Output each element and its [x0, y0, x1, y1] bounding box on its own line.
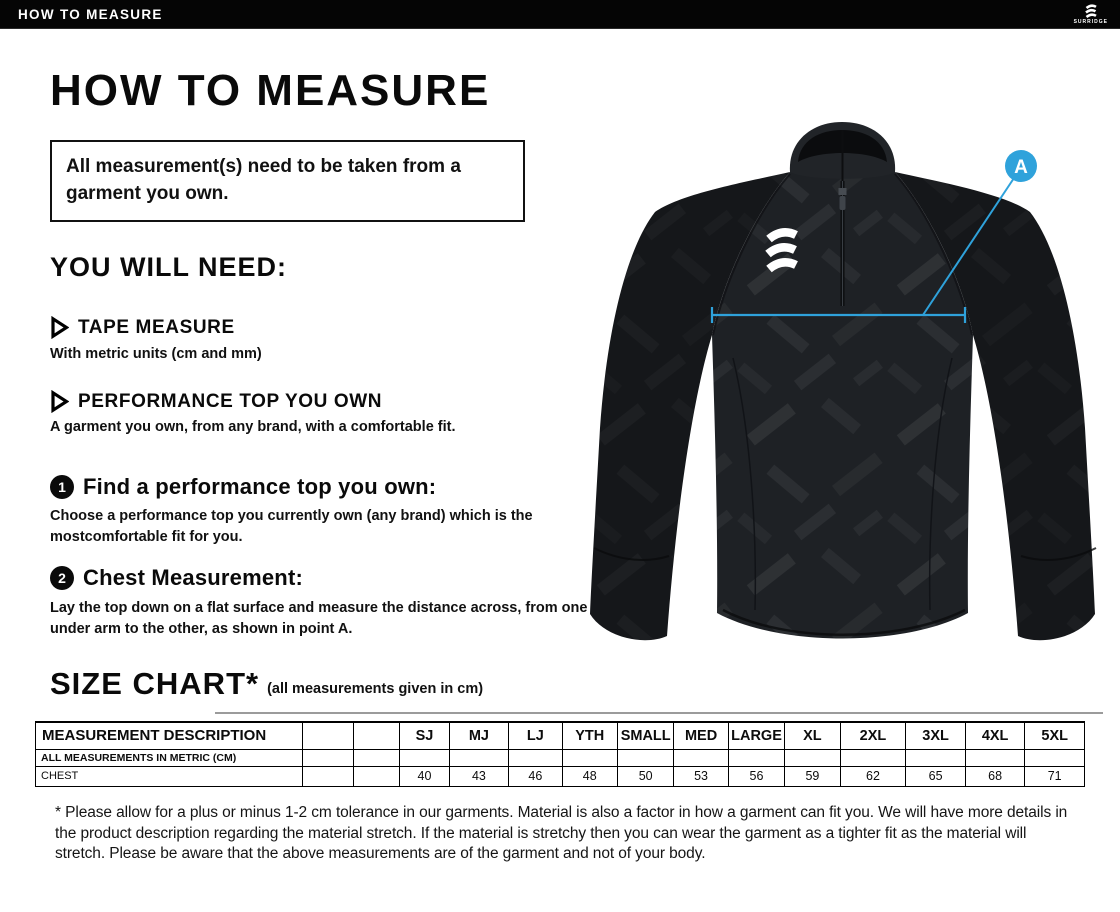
- notice-box: All measurement(s) need to be taken from a garment you own.: [50, 140, 525, 222]
- play-triangle-icon: [50, 316, 69, 339]
- size-value: 46: [509, 766, 562, 786]
- size-value: 50: [617, 766, 673, 786]
- empty-cell: [617, 749, 673, 766]
- need-item-title: PERFORMANCE TOP YOU OWN: [78, 390, 383, 412]
- column-header: SMALL: [617, 722, 673, 749]
- size-chart-subheading: (all measurements given in cm): [267, 681, 484, 697]
- size-value: 48: [562, 766, 617, 786]
- need-item-title: TAPE MEASURE: [78, 316, 235, 338]
- empty-cell: [509, 749, 562, 766]
- size-value: 62: [840, 766, 906, 786]
- size-chart-heading-row: [50, 666, 483, 702]
- table-row-chest: [36, 766, 1085, 786]
- step-2-number-badge: 2: [50, 566, 74, 590]
- size-value: 59: [785, 766, 840, 786]
- point-a-label: A: [1014, 157, 1028, 178]
- garment-collar: [790, 122, 895, 181]
- garment-figure: [585, 98, 1105, 678]
- need-item-performance-top: [50, 390, 382, 413]
- column-header: MEASUREMENT DESCRIPTION: [36, 722, 303, 749]
- page-title: HOW TO MEASURE: [50, 66, 491, 115]
- garment-illustration: [585, 98, 1105, 678]
- top-bar-title: HOW TO MEASURE: [18, 6, 163, 22]
- need-item-description: With metric units (cm and mm): [50, 346, 262, 362]
- size-value: 68: [965, 766, 1025, 786]
- empty-cell: [965, 749, 1025, 766]
- column-header: MJ: [449, 722, 509, 749]
- empty-cell: [728, 749, 784, 766]
- step-1-number-badge: 1: [50, 475, 74, 499]
- size-chart-table: [35, 721, 1085, 787]
- disclaimer-text: * Please allow for a plus or minus 1-2 cm tolerance in our garments. Material is also a factor in how a garment can fit you. We will have more details in the product description regarding the material stretch. If the material is stretchy then you can wear the garment as a tighter fit as the material will stretch. Please be aware that the above measurements are of the garment and not of your body.: [55, 804, 1068, 862]
- empty-cell: [354, 766, 400, 786]
- empty-cell: [840, 749, 906, 766]
- you-will-need-heading: YOU WILL NEED:: [50, 252, 288, 282]
- column-header: 5XL: [1025, 722, 1085, 749]
- brand-logo: [1074, 4, 1108, 25]
- empty-cell: [449, 749, 509, 766]
- empty-cell: [906, 749, 966, 766]
- table-row-metric-note: [36, 749, 1085, 766]
- brand-name: SURRIDGE: [1073, 18, 1108, 25]
- top-bar: [0, 0, 1120, 29]
- column-header: XL: [785, 722, 840, 749]
- column-header: LARGE: [728, 722, 784, 749]
- row-label: ALL MEASUREMENTS IN METRIC (CM): [36, 749, 303, 766]
- row-label: CHEST: [36, 766, 303, 786]
- step-1-description: Choose a performance top you currently own (any brand) which is the mostcomfortable fit for you.: [50, 508, 533, 545]
- empty-cell: [674, 749, 728, 766]
- column-header: MED: [674, 722, 728, 749]
- empty-cell: [400, 749, 449, 766]
- column-header: 4XL: [965, 722, 1025, 749]
- need-item-tape-measure: [50, 316, 235, 339]
- column-header: 3XL: [906, 722, 966, 749]
- size-value: 56: [728, 766, 784, 786]
- empty-cell: [354, 749, 400, 766]
- need-item-description: A garment you own, from any brand, with a comfortable fit.: [50, 419, 456, 435]
- column-header: SJ: [400, 722, 449, 749]
- size-value: 43: [449, 766, 509, 786]
- brand-logo-icon: [1082, 4, 1100, 19]
- column-header: YTH: [562, 722, 617, 749]
- step-2-description: Lay the top down on a flat surface and measure the distance across, from one under arm to the other, as shown in point A.: [50, 600, 588, 637]
- column-header: 2XL: [840, 722, 906, 749]
- empty-cell: [562, 749, 617, 766]
- table-header-row: [36, 722, 1085, 749]
- size-value: 40: [400, 766, 449, 786]
- point-a-marker: [1005, 150, 1037, 182]
- step-2: [50, 565, 303, 591]
- empty-cell: [302, 766, 353, 786]
- table-top-shadow: [215, 712, 1103, 714]
- column-header: LJ: [509, 722, 562, 749]
- empty-cell: [1025, 749, 1085, 766]
- size-chart-heading: SIZE CHART*: [50, 666, 260, 701]
- step-1: [50, 474, 436, 500]
- step-1-title: Find a performance top you own:: [83, 474, 437, 499]
- step-2-title: Chest Measurement:: [83, 565, 303, 590]
- empty-cell: [785, 749, 840, 766]
- size-value: 53: [674, 766, 728, 786]
- play-triangle-icon: [50, 390, 69, 413]
- size-value: 71: [1025, 766, 1085, 786]
- empty-cell: [302, 749, 353, 766]
- size-value: 65: [906, 766, 966, 786]
- column-header-empty: [302, 722, 353, 749]
- column-header-empty: [354, 722, 400, 749]
